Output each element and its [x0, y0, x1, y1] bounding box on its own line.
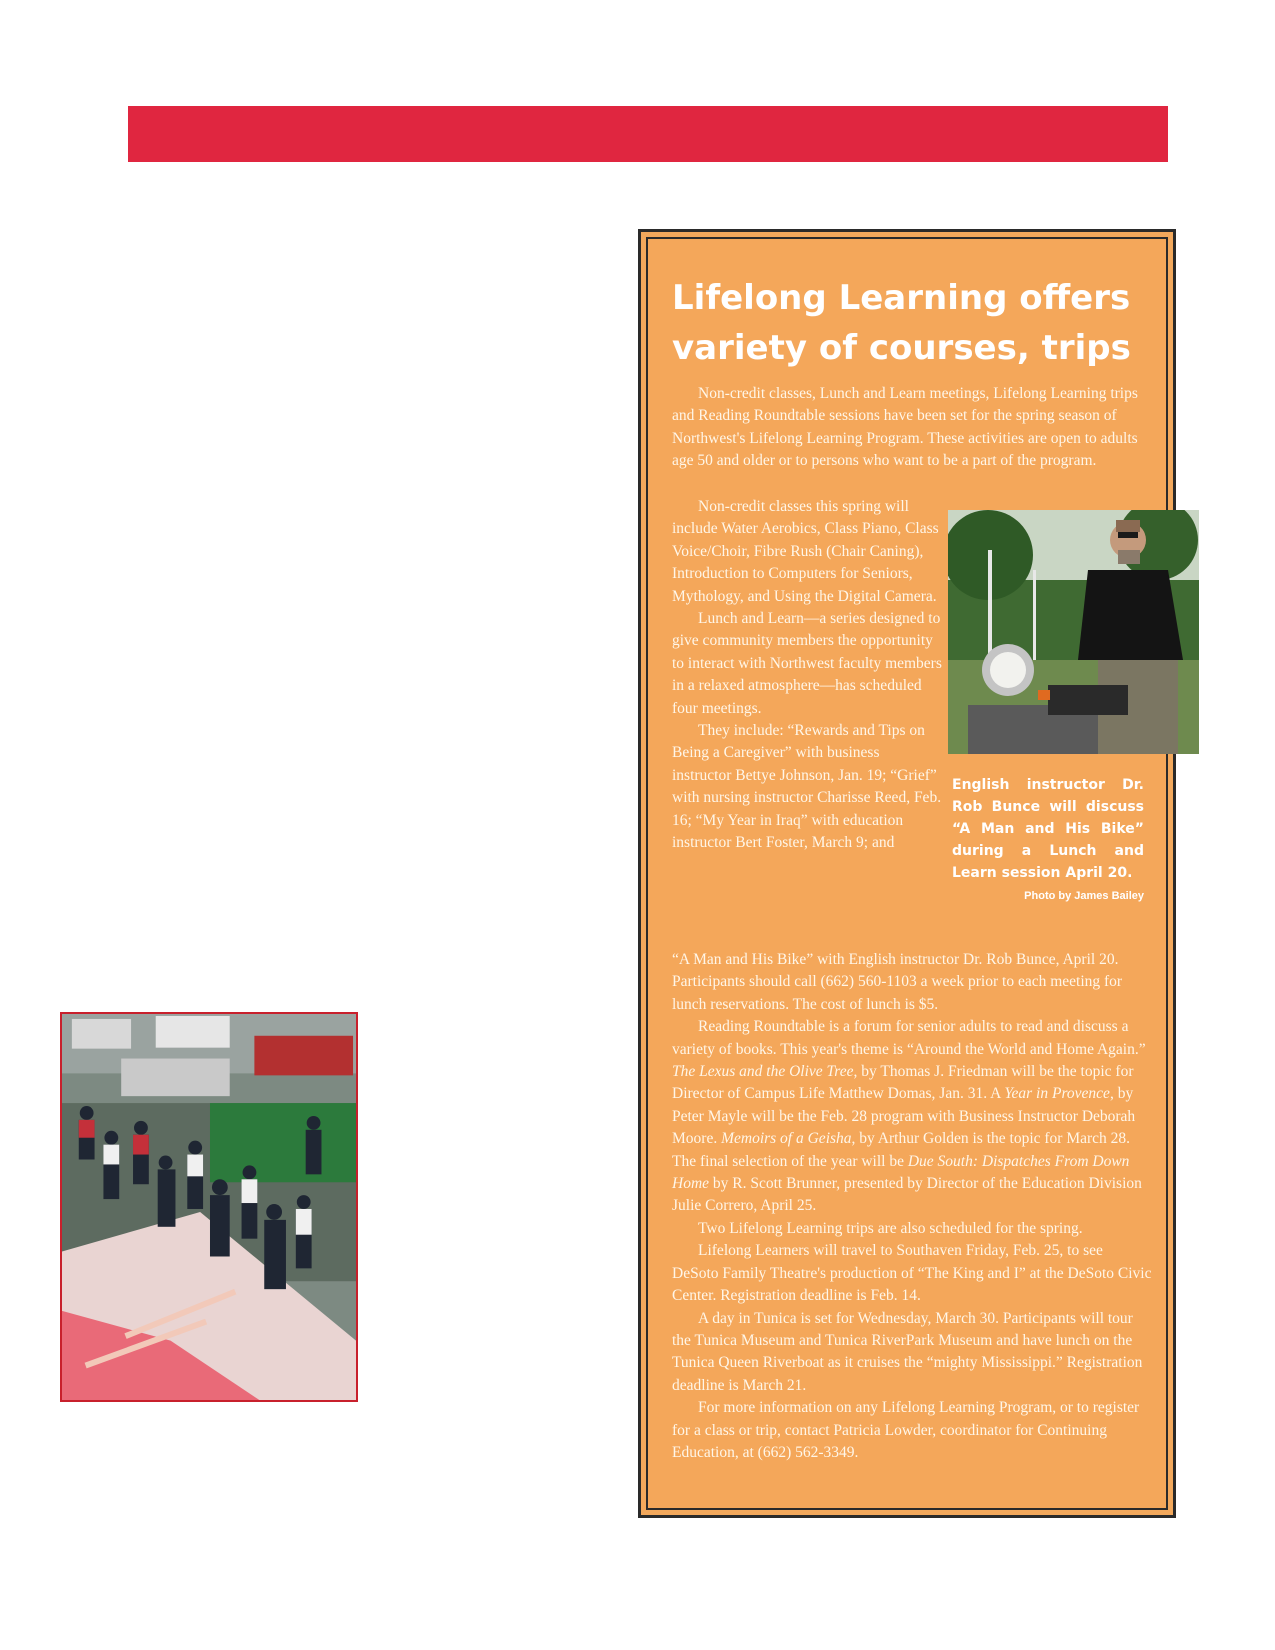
photo-caption: English instructor Dr. Rob Bunce will discuss “A Man and His Bike” during a Lunch and Learn session April 20. — [952, 777, 1144, 881]
title-line-2: variety of courses, trips — [672, 328, 1131, 368]
paragraph-contact: For more information on any Lifelong Learning Program, or to register for a class or trip, contact Patricia Lowder, coordinator for Continuing Education, at (662) 562-3349. — [672, 1399, 1140, 1461]
paragraph-sessions: They include: “Rewards and Tips on Being a Caregiver” with business instructor Bettye Johnson, Jan. 19; “Grief” with nursing instructor Charisse Reed, Feb. 16; “My Year in Iraq” with education instructor Bert Foster, March 9; and — [672, 722, 942, 852]
roundtable-text-e: by R. Scott Brunner, presented by Director of the Education Division Julie Correro, April 25. — [672, 1175, 1142, 1215]
instructor-bike-photo — [948, 510, 1199, 754]
book-title-4: Due South: Dispatches From Down Home — [672, 1152, 1130, 1193]
title-line-1: Lifelong Learning offers — [672, 278, 1131, 318]
roundtable-text-a: Reading Roundtable is a forum for senior adults to read and discuss a variety of books. This year's theme is “Around the World and Home Again.” — [672, 1018, 1146, 1058]
article-title — [672, 273, 1142, 373]
paragraph-sessions-cont: “A Man and His Bike” with English instructor Dr. Rob Bunce, April 20. Participants should call (662) 560-1103 a week prior to each meeting for lunch reservations. The cost of lunch is $5. — [672, 951, 1123, 1013]
lower-column — [672, 949, 1152, 1464]
roundtable-text-b: , by Thomas J. Friedman will be the topic for Director of Campus Life Matthew Domas, Jan. 31. A — [672, 1063, 1134, 1103]
intro-text — [672, 383, 1152, 473]
paragraph-classes: Non-credit classes this spring will include Water Aerobics, Class Piano, Class Voice/Choir, Fibre Rush (Chair Caning), Introduction to Computers for Seniors, Mythology, and Using the Digital Camera. — [672, 498, 939, 605]
paragraph-intro: Non-credit classes, Lunch and Learn meetings, Lifelong Learning trips and Reading Roundtable sessions have been set for the spring season of Northwest's Lifelong Learning Program. These activities are open to adults age 50 and older or to persons who want to be a part of the program. — [672, 385, 1138, 470]
photo-credit: Photo by James Bailey — [1024, 890, 1144, 902]
paragraph-roundtable — [672, 1016, 1152, 1218]
roundtable-text-d: , by Arthur Golden is the topic for March 28. The final selection of the year will be — [672, 1130, 1131, 1170]
crowd-photo — [60, 1012, 358, 1402]
book-title-1: The Lexus and the Olive Tree — [672, 1063, 854, 1081]
paragraph-lunch-learn: Lunch and Learn—a series designed to give community members the opportunity to interact with Northwest faculty members in a relaxed atmosphere—has scheduled four meetings. — [672, 610, 942, 717]
narrow-column — [672, 496, 942, 855]
roundtable-text-c: , by Peter Mayle will be the Feb. 28 program with Business Instructor Deborah Moore. — [672, 1085, 1136, 1148]
book-title-2: Year in Provence — [1004, 1085, 1110, 1103]
paragraph-southaven: Lifelong Learners will travel to Southaven Friday, Feb. 25, to see DeSoto Family Theatre's production of “The King and I” at the DeSoto Civic Center. Registration deadline is Feb. 14. — [672, 1242, 1152, 1305]
paragraph-trips: Two Lifelong Learning trips are also scheduled for the spring. — [698, 1219, 1083, 1237]
section-banner — [128, 106, 1168, 162]
paragraph-tunica: A day in Tunica is set for Wednesday, March 30. Participants will tour the Tunica Museum and Tunica RiverPark Museum and have lunch on the Tunica Queen Riverboat as it cruises the “mighty Mississippi.” Registration deadline is March 21. — [672, 1309, 1143, 1394]
book-title-3: Memoirs of a Geisha — [721, 1130, 852, 1148]
